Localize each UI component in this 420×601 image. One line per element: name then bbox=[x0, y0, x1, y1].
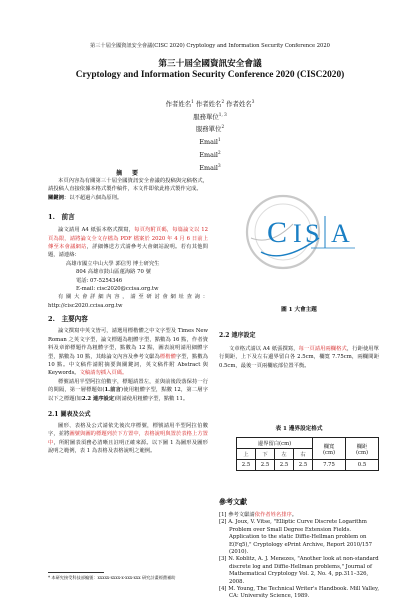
layout-paragraph: 文章格式請以 A4 紙張撰寫，每一頁請用兩欄格式，行距使用單行間距，上下及左右邊界留白各 2.5cm，欄寬 7.75cm，兩欄間距 0.5cm，最後一頁兩欄底部位置平衡。 bbox=[219, 346, 379, 369]
reference-item: [2] A. Joux, V. Vitse, "Elliptic Curve Discrete Logarithm Problem over Small Degree Extension Fields. Application to the static Diffie-Hellman problem on E(Fq5)," Cryptology ePrint Archive, Report 2010/157 (2010). bbox=[219, 519, 372, 556]
subsection-heading-figures: 2.1 圖表及公式 bbox=[48, 410, 91, 418]
running-head: 第三十屆全國資訊安全會議(CISC 2020) Cryptology and Information Security Conference 2020 bbox=[90, 43, 330, 49]
abstract-body: 本頁內容為有關第三十屆全國資訊安全會議的投稿與完稿格式，請投稿人直接依據本格式製作稿件，本文件即依此格式製作完成。 bbox=[48, 178, 208, 193]
table-subheader-top: 上 bbox=[237, 449, 256, 460]
reference-item: [4] M. Young, The Technical Writer's Handbook. Mill Valley, CA: University Science, 1989. bbox=[219, 586, 379, 600]
logo-letter-a: A bbox=[331, 219, 350, 248]
subsection-heading-layout: 2.2 連序設定 bbox=[219, 332, 256, 339]
title-english: Cryptology and Information Security Conference 2020 (CISC2020) bbox=[75, 70, 345, 80]
logo-letter-s: S bbox=[305, 219, 320, 248]
conference-logo bbox=[221, 176, 371, 288]
reference-item: [1] 參考文獻請依作者姓名排序。 bbox=[219, 512, 298, 518]
section-heading-main: 2. 主要內容 bbox=[48, 315, 88, 324]
main-paragraph-2: 標號請用半型阿拉伯數字，標題請置左，並與前後段落保持一行的間隔，第一層標題如(1.前言)使用粗體字型，點數 12，第二層字以下之標題(如2.2 連序設定)則請使用粗體字型，點數 11。 bbox=[48, 378, 208, 402]
table-subheader-right: 右 bbox=[294, 449, 313, 460]
author-name: 作者姓名 bbox=[165, 100, 192, 109]
table-header-width: 欄寬 (cm) bbox=[313, 438, 346, 460]
table-subheader-left: 左 bbox=[275, 449, 294, 460]
email-3: Email$^3$ bbox=[199, 162, 221, 172]
figure-caption: 圖 1 大會主題 bbox=[281, 307, 317, 313]
table-subheader-bottom: 下 bbox=[256, 449, 275, 460]
table-cell: 7.75 bbox=[313, 460, 346, 471]
table-cell: 2.5 bbox=[237, 460, 256, 471]
logo-letter-c: C bbox=[267, 216, 288, 249]
title-chinese: 第三十屆全國資訊安全會議 bbox=[158, 59, 262, 69]
email-1: Email$^1$ bbox=[199, 137, 221, 147]
keywords: 關鍵詞：以不超過六個為原則。 bbox=[48, 194, 123, 201]
intro-paragraph: 論文請用 A4 紙張本格式撰寫，每頁均附頁碼，每篇論文以 12 頁為限，請將論文全文存檔為 PDF 檔案於 2020 年 4 月 6 日前上傳至本會議網站，詳細傳送方式請參考大會網站說明。若有其他問題，請連絡： bbox=[48, 227, 208, 259]
abstract-title: 摘 要 bbox=[115, 170, 140, 177]
left-column bbox=[48, 174, 208, 456]
contact-address: 804 高雄市鼓山區蓮海路 70 號 bbox=[76, 269, 151, 276]
footnote: * 本研究接受科技部編號：xxxxx-xxxx-x-xxx-xxx 研究計畫經費補助 bbox=[48, 575, 176, 580]
table-cell: 2.5 bbox=[275, 460, 294, 471]
logo-letter-i: I bbox=[293, 219, 302, 248]
contact-name: 高雄市國立中山大學 郭信男 博士研究生 bbox=[66, 260, 160, 267]
right-column bbox=[219, 330, 379, 370]
reference-item: [3] N. Koblitz, A. J. Menezes, "Another look at non-standard discrete log and Diffie-Hellman problems," Journal of Mathematical Cryptology Vol. 2, No. 4, pp.311–326, 2008. bbox=[219, 556, 379, 585]
website-paragraph: 有關大會詳細內容，請至研討會網址查詢：http://cisc2020.ccisa.org.tw bbox=[48, 294, 208, 309]
author-name: 作者姓名 bbox=[226, 100, 252, 109]
table-header-gap: 欄距 (cm) bbox=[346, 438, 379, 460]
table-header-row bbox=[237, 438, 379, 449]
table-cell: 0.5 bbox=[346, 460, 379, 471]
email-2: Email$^2$ bbox=[199, 149, 221, 159]
section-heading-intro: 1. 前言 bbox=[48, 213, 75, 222]
main-paragraph-1: 論文撰寫中英文皆可，請選用標楷體之中文字型及 Times New Roman 之英文字型，論文標題為粗體字型，點數為 16 點，作者資料及章節標題作為粗體字型，點數為 12 點，圖表說明請用細體字型，點數為 10 點，其餘論文內容及參考文獻為標楷體字型，點數為 10 點。中文稿件請附摘要與關鍵詞，英文稿件附 Abstract 與 Keywords。文稿請勿插入頁碼。 bbox=[48, 328, 208, 377]
table-cell: 2.5 bbox=[294, 460, 313, 471]
contact-phone: 電話: 07-5254346 bbox=[76, 277, 123, 284]
references-list bbox=[219, 512, 379, 601]
author-name: 作者姓名 bbox=[195, 100, 222, 109]
table-row bbox=[237, 460, 379, 471]
contact-email[interactable]: E-mail: cisc2020@ccisa.org.tw bbox=[76, 286, 159, 293]
footnote-rule bbox=[48, 572, 104, 573]
affiliation-1: 服務單位$^{1, 3}$ bbox=[193, 111, 227, 121]
margin-settings-table bbox=[236, 437, 379, 471]
author-names: 作者姓名$^1$ 作者姓名$^2$ 作者姓名$^3$ bbox=[165, 99, 255, 109]
references-title: 參考文獻 bbox=[219, 497, 247, 506]
figures-paragraph: 圖形、表格及公式請依先後次序標號，標號請用半型阿拉伯數字，並將圖號與圖的標題列於下方置中，表格說明與置於表格上方置中，所附圖表須務必清晰且註明正確來源。以下圖 1 為圖形及圖形說明之範例，表 1 為表格及表格說明之範例。 bbox=[48, 422, 208, 455]
logo-graphic bbox=[221, 176, 371, 288]
affiliation-2: 服務單位$^2$ bbox=[195, 124, 225, 134]
table-caption: 表 1 邊界設定格式 bbox=[275, 426, 323, 432]
author-block bbox=[0, 97, 420, 173]
table-cell: 2.5 bbox=[256, 460, 275, 471]
table-header-margins: 邊界留白(cm) bbox=[237, 438, 313, 449]
